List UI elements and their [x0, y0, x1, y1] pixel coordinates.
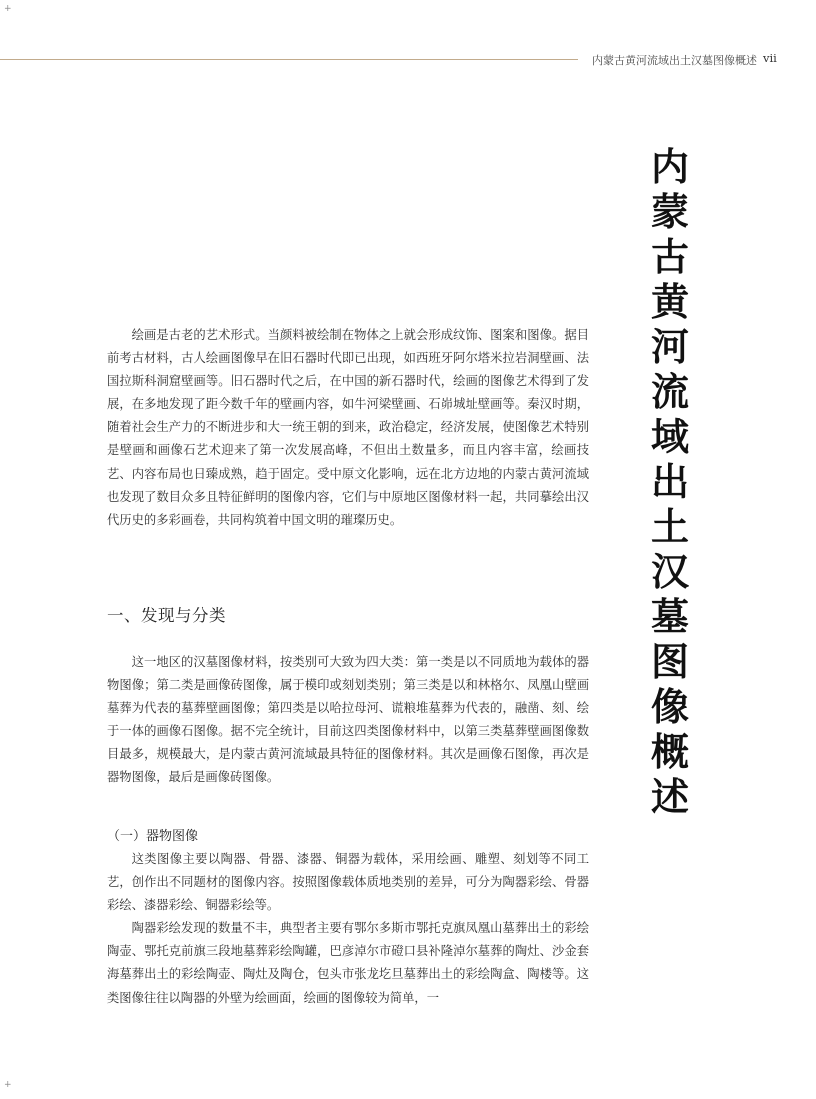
page-number: vii [763, 51, 777, 65]
chapter-title: 内蒙古黄河流域出土汉墓图像概述 [650, 145, 689, 819]
subsection-paragraph-2: 陶器彩绘发现的数量不丰，典型者主要有鄂尔多斯市鄂托克旗凤凰山墓葬出土的彩绘陶壶、鄂托克前旗三段地墓葬彩绘陶罐，巴彦淖尔市磴口县补隆淖尔墓葬的陶灶、沙金套海墓葬出土的彩绘陶壶、陶灶及陶仓，包头市张龙圪旦墓葬出土的彩绘陶盒、陶楼等。这类图像往往以陶器的外壁为绘画面，绘画的图像较为简单，一 [107, 921, 589, 1005]
crop-mark-top: + [4, 4, 12, 14]
subsection-paragraph-1: 这类图像主要以陶器、骨器、漆器、铜器为载体，采用绘画、雕塑、刻划等不同工艺，创作出不同题材的图像内容。按照图像载体质地类别的差异，可分为陶器彩绘、骨器彩绘、漆器彩绘、铜器彩绘等。 [107, 852, 589, 913]
running-header-title: 内蒙古黄河流域出土汉墓图像概述 [592, 54, 757, 67]
crop-mark-bottom: + [4, 1080, 12, 1090]
section-heading: 一、发现与分类 [107, 606, 226, 625]
header-rule [0, 59, 578, 60]
subsection-body [107, 848, 589, 1010]
section-paragraph: 这一地区的汉墓图像材料，按类别可大致为四大类：第一类是以不同质地为载体的器物图像；第二类是画像砖图像，属于模印或刻划类别；第三类是以和林格尔、凤凰山壁画墓葬为代表的墓葬壁画图像；第四类是以哈拉母河、谎粮堆墓葬为代表的，融凿、刻、绘于一体的画像石图像。据不完全统计，目前这四类图像材料中，以第三类墓葬壁画图像数目最多，规模最大，是内蒙古黄河流域最具特征的图像材料。其次是画像石图像，再次是器物图像，最后是画像砖图像。 [107, 655, 589, 785]
intro-paragraph: 绘画是古老的艺术形式。当颜料被绘制在物体之上就会形成纹饰、图案和图像。据目前考古材料，古人绘画图像早在旧石器时代即已出现，如西班牙阿尔塔米拉岩洞壁画、法国拉斯科洞窟壁画等。旧石器时代之后，在中国的新石器时代，绘画的图像艺术得到了发展，在多地发现了距今数千年的壁画内容，如牛河梁壁画、石峁城址壁画等。秦汉时期，随着社会生产力的不断进步和大一统王朝的到来，政治稳定，经济发展，使图像艺术特别是壁画和画像石艺术迎来了第一次发展高峰，不但出土数量多，而且内容丰富，绘画技艺、内容布局也日臻成熟，趋于固定。受中原文化影响，远在北方边地的内蒙古黄河流域也发现了数目众多且特征鲜明的图像内容，它们与中原地区图像材料一起，共同摹绘出汉代历史的多彩画卷，共同构筑着中国文明的璀璨历史。 [107, 328, 589, 527]
intro-block [107, 324, 589, 532]
section-body [107, 651, 589, 790]
subsection-heading: （一）器物图像 [107, 829, 199, 844]
